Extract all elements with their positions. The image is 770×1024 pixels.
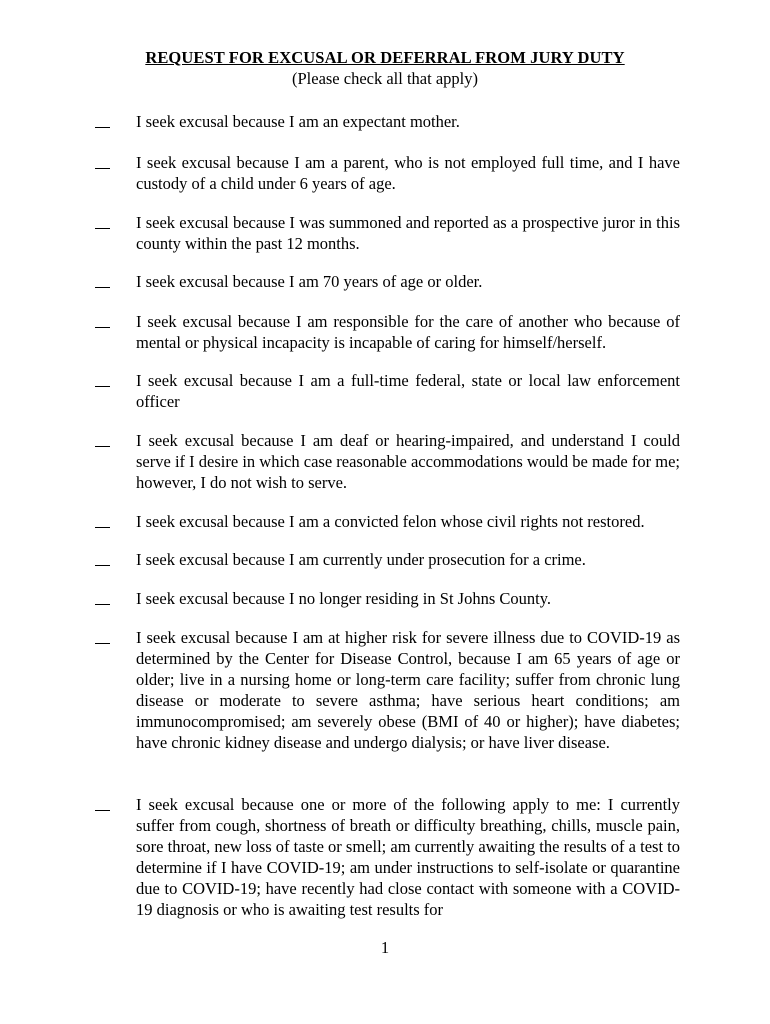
checkbox-blank[interactable] [95, 643, 110, 644]
option-text: I seek excusal because I am a full-time federal, state or local law enforcement officer [136, 371, 680, 411]
page-number: 1 [380, 938, 390, 957]
option-text: I seek excusal because I am an expectant mother. [136, 112, 460, 131]
document-subtitle: (Please check all that apply) [291, 69, 478, 88]
document-title: REQUEST FOR EXCUSAL OR DEFERRAL FROM JURY DUTY [145, 48, 625, 67]
checkbox-blank[interactable] [95, 287, 110, 288]
option-text: I seek excusal because I am 70 years of age or older. [136, 272, 483, 291]
checkbox-blank[interactable] [95, 527, 110, 528]
checkbox-blank[interactable] [95, 565, 110, 566]
option-text: I seek excusal because I am a convicted felon whose civil rights not restored. [136, 512, 645, 531]
checkbox-blank[interactable] [95, 127, 110, 128]
option-text: I seek excusal because one or more of the following apply to me: I currently suffer from cough, shortness of breath or difficulty breathing, chills, muscle pain, sore throat, new loss of taste or smell; am currently awaiting the results of a test to determine if I have COVID-19; am under instructions to self-isolate or quarantine due to COVID-19; have recently had close contact with someone with a COVID-19 diagnosis or who is awaiting test results for [136, 795, 680, 919]
checkbox-blank[interactable] [95, 446, 110, 447]
checkbox-blank[interactable] [95, 168, 110, 169]
option-text: I seek excusal because I am a parent, who is not employed full time, and I have custody of a child under 6 years of age. [136, 153, 680, 193]
option-text: I seek excusal because I am responsible for the care of another who because of mental or physical incapacity is incapable of caring for himself/herself. [136, 312, 680, 352]
option-text: I seek excusal because I am deaf or hearing-impaired, and understand I could serve if I desire in which case reasonable accommodations would be made for me; however, I do not wish to serve. [136, 431, 680, 492]
checkbox-blank[interactable] [95, 810, 110, 811]
option-text: I seek excusal because I no longer residing in St Johns County. [136, 589, 552, 608]
option-text: I seek excusal because I am at higher risk for severe illness due to COVID-19 as determined by the Center for Disease Control, because I am 65 years of age or older; live in a nursing home or long-term care facility; suffer from chronic lung disease or moderate to severe asthma; have serious heart conditions; am immunocompromised; am severely obese (BMI of 40 or higher); have diabetes; have chronic kidney disease and undergo dialysis; or have liver disease. [136, 628, 680, 752]
option-text: I seek excusal because I was summoned and reported as a prospective juror in this county within the past 12 months. [136, 213, 680, 253]
option-text: I seek excusal because I am currently under prosecution for a crime. [136, 550, 586, 569]
checkbox-blank[interactable] [95, 327, 110, 328]
checkbox-blank[interactable] [95, 386, 110, 387]
checkbox-blank[interactable] [95, 604, 110, 605]
checkbox-blank[interactable] [95, 228, 110, 229]
